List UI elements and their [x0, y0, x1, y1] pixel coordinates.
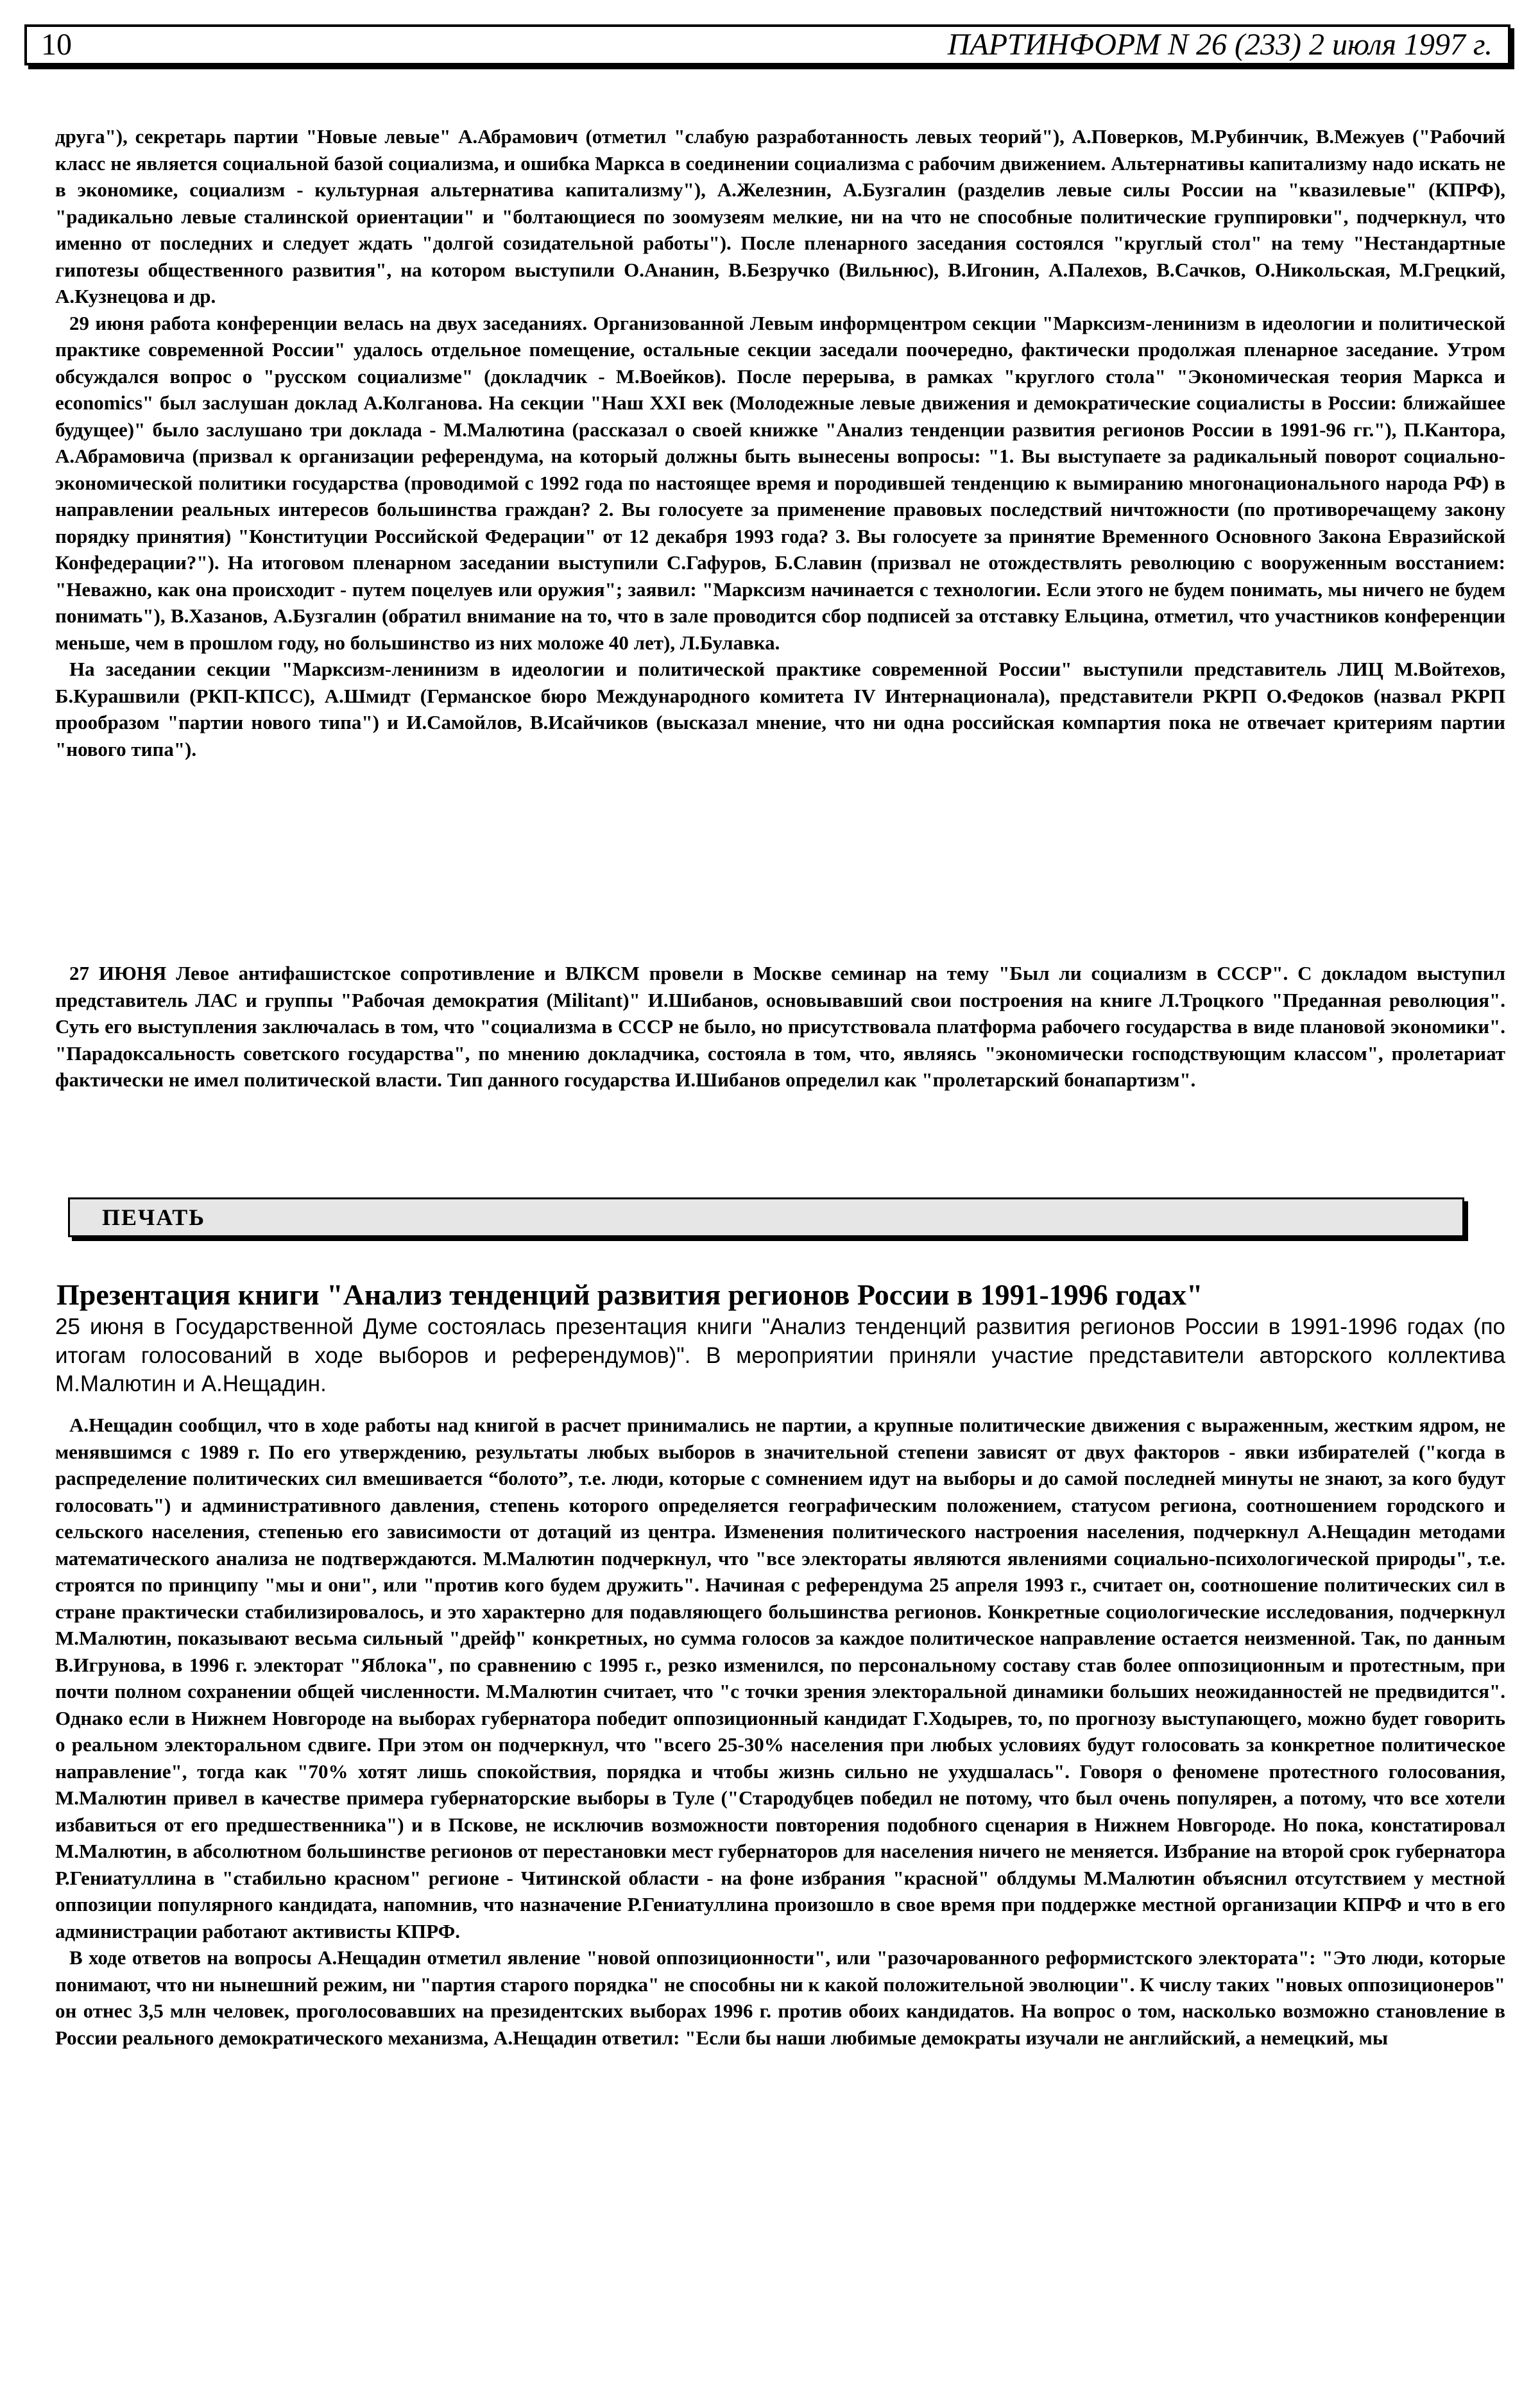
conference-paragraph: друга"), секретарь партии "Новые левые" А.Абрамович (отметил "слабую разработанность левых теорий"), А.Поверков, М.Рубинчик, В.Межуев ("Рабочий класс не является социальной базой социализма, и ошибка Маркса в соединении социализма с рабочим движением. Альтернативы капитализму надо искать не в экономике, социализм - культурная альтернатива капитализму"), А.Железнин, А.Бузгалин (разделив левые силы России на "квазилевые" (КПРФ), "радикально левые сталинской ориентации" и "болтающиеся по зоомузеям мелкие, ни на что не способные политические группировки", подчеркнул, что именно от последних и следует ждать "долгой созидательной работы"). После пленарного заседания состоялся "круглый стол" на тему "Нестандартные гипотезы общественного развития", на котором выступили О.Ананин, В.Безручко (Вильнюс), В.Игонин, А.Палехов, В.Сачков, О.Никольская, М.Грецкий, А.Кузнецова и др.	[55, 125, 1505, 307]
conference-paragraph: На заседании секции "Марксизм-ленинизм в идеологии и политической практике современной России" выступили представитель ЛИЦ М.Войтехов, Б.Курашвили (РКП-КПСС), А.Шмидт (Германское бюро Международного комитета IV Интернационала), представители РКРП О.Федоков (назвал РКРП прообразом "партии нового типа") и И.Самойлов, В.Исайчиков (высказал мнение, что ни одна российская компартия пока не отвечает критериям партии "нового типа").	[55, 658, 1505, 760]
page-header	[24, 24, 1510, 65]
section-label: ПЕЧАТЬ	[102, 1204, 206, 1230]
article-title: Презентация книги "Анализ тенденций развития регионов России в 1991-1996 годах"	[56, 1278, 1203, 1311]
conference-paragraph: 29 июня работа конференции велась на двух заседаниях. Организованной Левым информцентром секции "Марксизм-ленинизм в идеологии и политической практике современной России" удалось отдельное помещение, остальные секции заседали поочередно, фактически продолжая пленарное заседание. Утром обсуждался вопрос о "русском социализме" (докладчик - М.Воейков). После перерыва, в рамках "круглого стола" "Экономическая теория Маркса и economics" был заслушан доклад А.Колганова. На секции "Наш XXI век (Молодежные левые движения и демократические социалисты в России: ближайшее будущее)" было заслушано три доклада - М.Малютина (рассказал о своей книжке "Анализ тенденции развития регионов России в 1991-96 гг."), П.Кантора, А.Абрамовича (призвал к организации референдума, на который должны быть вынесены вопросы: "1. Вы выступаете за радикальный поворот социально-экономической политики государства (проводимой с 1992 года по настоящее время и породившей тенденцию к вымиранию многонационального народа РФ) в направлении реальных интересов большинства граждан? 2. Вы голосуете за применение правовых последствий ничтожности (по противоречащему закону порядку принятия) "Конституции Российской Федерации" от 12 декабря 1993 года? 3. Вы голосуете за принятие Временного Основного Закона Евразийской Конфедерации?"). На итоговом пленарном заседании выступили С.Гафуров, Б.Славин (призвал не отождествлять революцию с вооруженным восстанием: "Неважно, как она происходит - путем поцелуев или оружия"; заявил: "Марксизм начинается с технологии. Если этого не будем понимать, мы ничего не будем понимать"), В.Хазанов, А.Бузгалин (обратил внимание на то, что в зале проводится сбор подписей за отставку Ельцина, отметил, что участников конференции меньше, чем в прошлом году, но большинство из них моложе 40 лет), Л.Булавка.	[55, 311, 1505, 654]
article-lead: 25 июня в Государственной Думе состоялась презентация книги "Анализ тенденций развития регионов России в 1991-1996 годах (по итогам голосований в ходе выборов и референдумов)". В мероприятии приняли участие представители авторского коллектива М.Малютин и А.Нещадин.	[55, 1314, 1505, 1396]
seminar-paragraph: 27 ИЮНЯ Левое антифашистское сопротивление и ВЛКСМ провели в Москве семинар на тему "Был ли социализм в СССР". С докладом выступил представитель ЛАС и группы "Рабочая демократия (Militant)" И.Шибанов, основывавший свои построения на книге Л.Троцкого "Преданная революция". Суть его выступления заключалась в том, что "социализма в СССР не было, но присутствовала платформа рабочего государства в виде плановой экономики". "Парадоксальность советского государства", по мнению докладчика, состояла в том, что, являясь "экономически господствующим классом", пролетариат фактически не имел политической власти. Тип данного государства И.Шибанов определил как "пролетарский бонапартизм".	[55, 962, 1505, 1091]
issue-line: ПАРТИНФОРМ N 26 (233) 2 июля 1997 г.	[947, 28, 1493, 62]
article-body	[55, 1412, 1505, 2051]
article-paragraph: А.Нещадин сообщил, что в ходе работы над книгой в расчет принимались не партии, а крупные политические движения с выраженным, жестким ядром, не менявшимся с 1989 г. По его утверждению, результаты любых выборов в значительной степени зависят от двух факторов - явки избирателей ("когда в распределение политических сил вмешивается “болото”, т.е. люди, которые с сомнением идут на выборы и до самой последней минуты не знают, за кого будут голосовать") и административного давления, степень которого определяется географическим положением, статусом региона, соотношением городского и сельского населения, степенью его зависимости от дотаций из центра. Изменения политического настроения населения, подчеркнул А.Нещадин методами математического анализа не подтверждаются. М.Малютин подчеркнул, что "все электораты являются явлениями социально-психологической природы", т.е. строятся по принципу "мы и они", или "против кого будем дружить". Начиная с референдума 25 апреля 1993 г., считает он, соотношение политических сил в стране практически стабилизировалось, и это характерно для подавляющего большинства регионов. Конкретные социологические исследования, подчеркнул М.Малютин, показывают весьма сильный "дрейф" конкретных, но сумма голосов за каждое политическое направление остается неизменной. Так, по данным В.Игрунова, в 1996 г. электорат "Яблока", по сравнению с 1995 г., резко изменился, по персональному составу став более оппозиционным и протестным, при почти полном сохранении общей численности. М.Малютин считает, что "с точки зрения электоральной динамики больших неожиданностей не предвидится". Однако если в Нижнем Новгороде на выборах губернатора победит оппозиционный кандидат Г.Ходырев, то, по прогнозу выступающего, можно будет говорить о реальном электоральном сдвиге. При этом он подчеркнул, что "всего 25-30% населения при любых условиях будут голосовать за конкретное политическое направление", тогда как "70% хотят лишь спокойствия, порядка и чтобы жизнь сильно не ухудшалась". Говоря о феномене протестного голосования, М.Малютин привел в качестве примера губернаторские выборы в Туле ("Стародубцев победил не потому, что был очень популярен, а потому, что все хотели избавиться от его предшественника") и в Пскове, не исключив возможности повторения подобного сценария в Нижнем Новгороде. Но пока, констатировал М.Малютин, в абсолютном большинстве регионов от перестановки мест губернаторов для населения ничего не меняется. Избрание на второй срок губернатора Р.Гениатуллина в "стабильно красном" регионе - Читинской области - на фоне избрания "красной" облдумы М.Малютин объяснил отсутствием у местной оппозиции популярного кандидата, напомнив, что назначение Р.Гениатуллина произошло в свое время при поддержке местной организации КПРФ и что в его администрации работают активисты КПРФ.	[55, 1414, 1505, 1942]
section-heading-bar	[68, 1197, 1464, 1237]
page-number: 10	[41, 28, 72, 62]
article-paragraph: В ходе ответов на вопросы А.Нещадин отметил явление "новой оппозиционности", или "разочарованного реформистского электората": "Это люди, которые понимают, что ни нынешний режим, ни "партия старого порядка" не способны ни к какой положительной эволюции". К числу таких "новых оппозиционеров" он отнес 3,5 млн человек, проголосовавших на президентских выборах 1996 г. против обоих кандидатов. На вопрос о том, насколько возможно становление в России реального демократического механизма, А.Нещадин ответил: "Если бы наши любимые демократы изучали не английский, а немецкий, мы	[55, 1946, 1505, 2049]
conference-report	[55, 123, 1505, 762]
seminar-report	[55, 960, 1505, 1093]
